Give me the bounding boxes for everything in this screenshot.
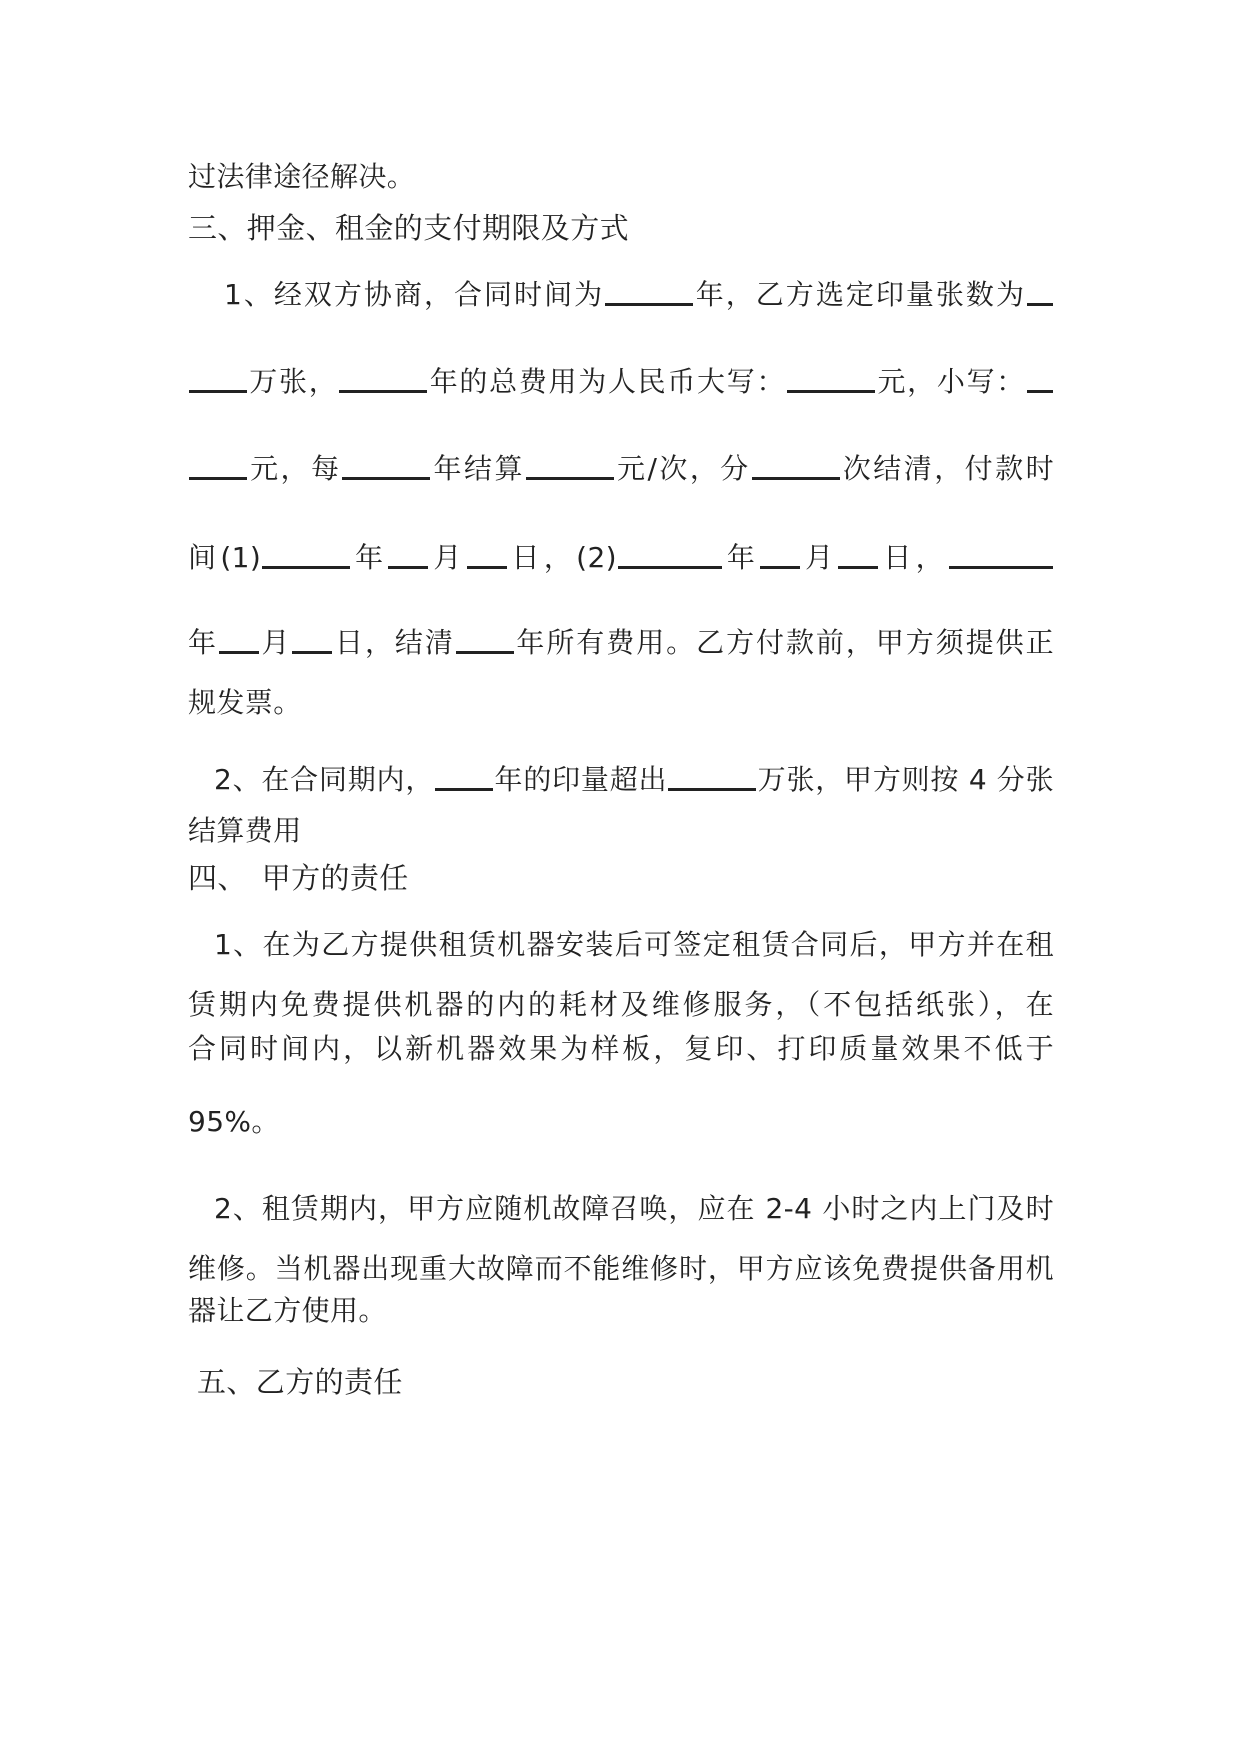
- blank-per-years: [342, 447, 430, 480]
- clause-4-1-line-4: 95%。: [188, 1105, 280, 1138]
- text: 万张，: [248, 365, 339, 398]
- blank-copies-cont: [189, 360, 247, 393]
- text: 年所有费用。乙方付款前，甲方须提供正: [514, 626, 1054, 659]
- text: 次结清，付款时: [840, 452, 1055, 485]
- blank-years: [605, 273, 693, 306]
- blank-date2-year: [618, 536, 722, 569]
- blank-date3-day: [292, 621, 332, 654]
- paragraph-end-line: [188, 157, 415, 197]
- blank-date2-month: [760, 536, 800, 569]
- text: 年，乙方选定印量张数为: [694, 278, 1026, 311]
- text: 2、在合同期内，: [214, 763, 435, 796]
- text: 元，每: [248, 452, 342, 485]
- text: 万张，甲方则按 4 分张: [757, 763, 1054, 796]
- clause-3-1-line-5: [188, 621, 1054, 663]
- text: 日，: [879, 541, 948, 574]
- text: (1): [220, 541, 262, 574]
- text: 过法律途径解决。: [188, 160, 416, 193]
- blank-times: [752, 447, 840, 480]
- text: 1、经双方协商，合同时间为: [224, 278, 605, 311]
- clause-3-1-line-1: [188, 273, 1054, 315]
- text: 日，(2): [507, 541, 618, 574]
- text: 元，小写：: [876, 365, 1026, 398]
- clause-3-1-line-4: [188, 536, 1054, 578]
- text: 结算费用: [188, 814, 302, 847]
- clause-4-1-line-1: 1、在为乙方提供租赁机器安装后可签定租赁合同后，甲方并在租: [214, 928, 1054, 961]
- text: 年的总费用为人民币大写：: [428, 365, 787, 398]
- clause-4-2-line-3: 器让乙方使用。: [188, 1294, 387, 1327]
- blank-year-total: [339, 360, 427, 393]
- section-3-heading: 三、押金、租金的支付期限及方式: [188, 211, 630, 245]
- section-5-heading: 五、乙方的责任: [197, 1365, 403, 1399]
- blank-settle-amount: [526, 447, 614, 480]
- text: 月: [801, 541, 838, 574]
- text: 规发票。: [188, 686, 302, 719]
- text: 元/次，分: [614, 452, 751, 485]
- clause-3-2-line-2: [188, 811, 302, 851]
- blank-date2-day: [838, 536, 878, 569]
- text: 年: [723, 541, 760, 574]
- blank-over-years: [435, 758, 493, 791]
- clause-4-1-line-2: 赁期内免费提供机器的内的耗材及维修服务，（不包括纸张），在: [188, 988, 1054, 1021]
- blank-over-copies: [668, 758, 756, 791]
- text: 间: [188, 541, 221, 574]
- text: 年: [351, 541, 388, 574]
- blank-amount-words: [787, 360, 875, 393]
- clause-4-2-line-1: 2、租赁期内，甲方应随机故障召唤，应在 2-4 小时之内上门及时: [214, 1192, 1054, 1225]
- blank-date1-year: [262, 536, 350, 569]
- clause-4-1-line-3: 合同时间内，以新机器效果为样板，复印、打印质量效果不低于: [188, 1032, 1054, 1065]
- blank-copies: [1027, 273, 1053, 306]
- blank-date1-month: [388, 536, 428, 569]
- text: 年结算: [431, 452, 525, 485]
- text: 日，结清: [333, 626, 455, 659]
- clause-3-2-line-1: [188, 758, 1054, 800]
- clause-3-1-line-2: [188, 360, 1054, 402]
- blank-date3-year: [949, 536, 1053, 569]
- section-4-heading: 四、 甲方的责任: [188, 861, 409, 895]
- text: 月: [429, 541, 466, 574]
- text: 年的印量超出: [494, 763, 668, 796]
- text: 年: [188, 626, 218, 659]
- blank-amount-digits-cont: [189, 447, 247, 480]
- text: 月: [259, 626, 292, 659]
- blank-settle-years: [456, 621, 514, 654]
- clause-3-1-line-6: [188, 683, 302, 723]
- blank-date3-month: [219, 621, 259, 654]
- clause-3-1-line-3: [188, 447, 1054, 489]
- blank-amount-digits: [1027, 360, 1053, 393]
- clause-4-2-line-2: 维修。当机器出现重大故障而不能维修时，甲方应该免费提供备用机: [188, 1252, 1054, 1285]
- blank-date1-day: [467, 536, 507, 569]
